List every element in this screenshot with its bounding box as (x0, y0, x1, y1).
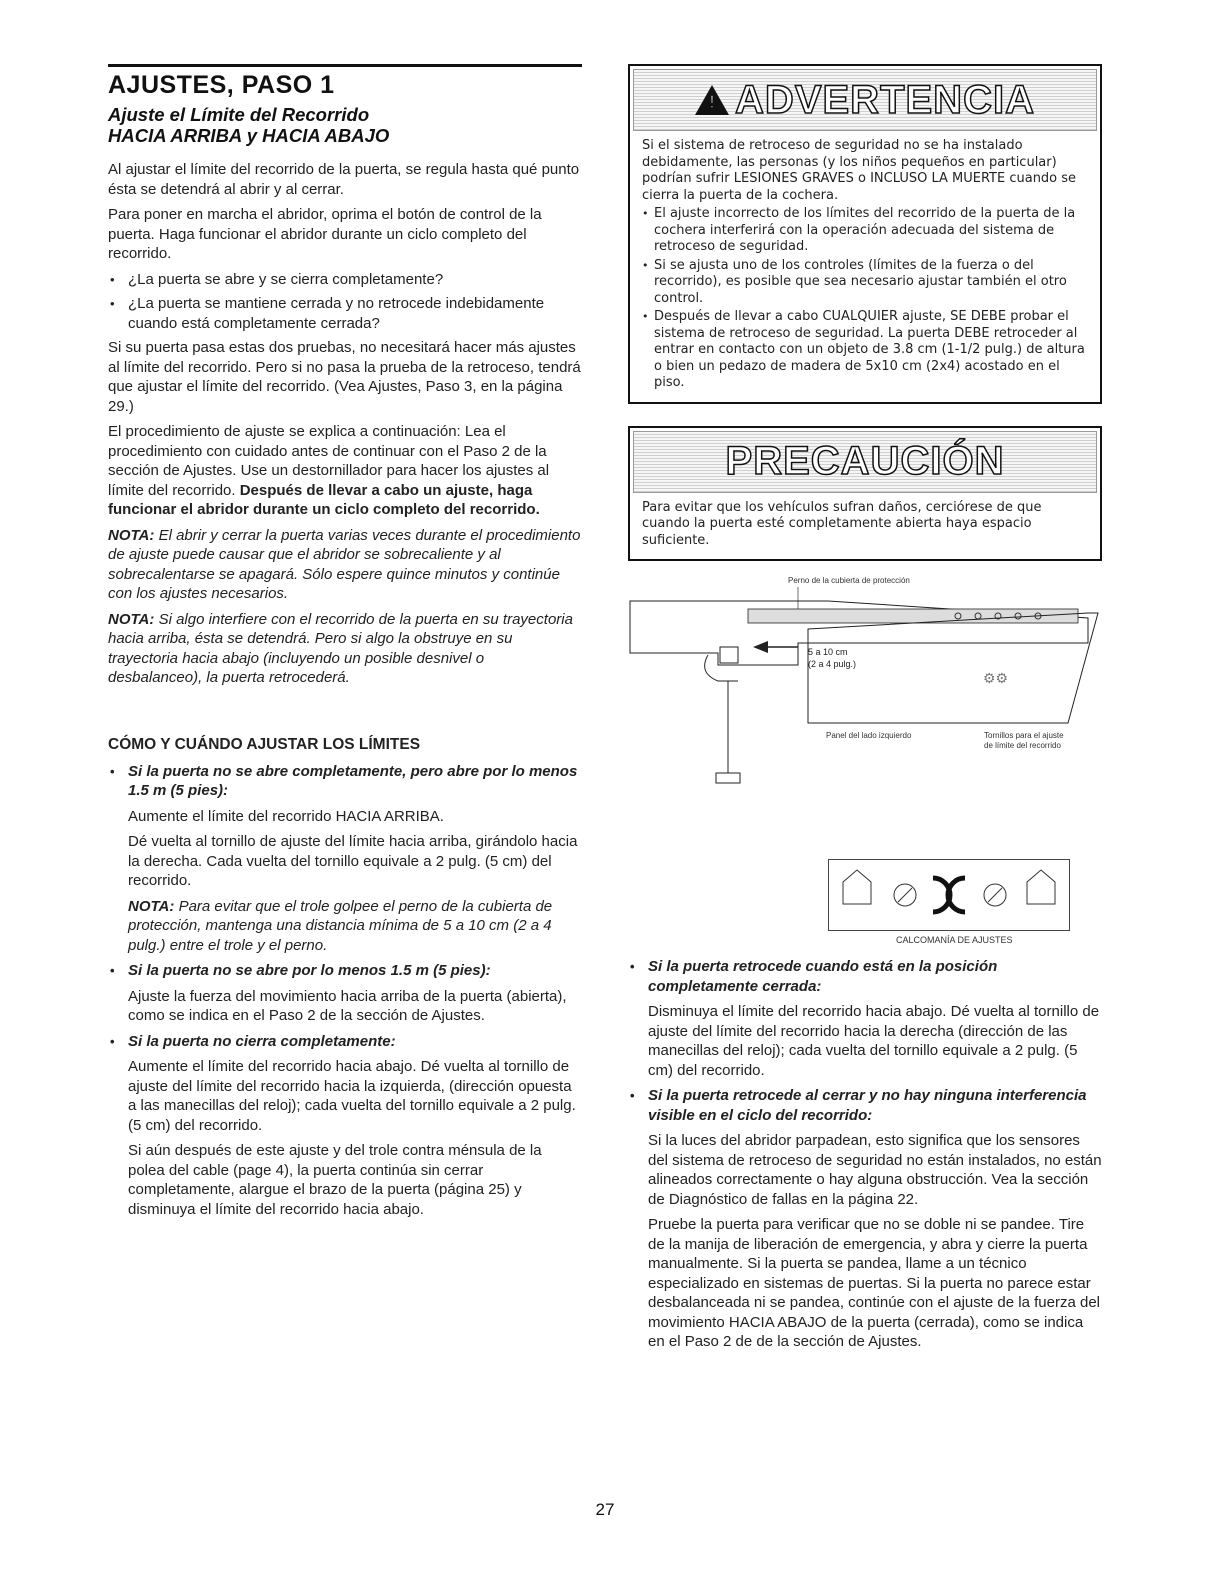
warning-banner-text: ADVERTENCIA (735, 77, 1035, 122)
case-paragraph: Aumente el límite del recorrido HACIA ARRIBA. (128, 807, 444, 825)
adjustment-decal (828, 859, 1070, 931)
case-paragraph: Ajuste la fuerza del movimiento hacia arriba de la puerta (abierta), como se indica en el Paso 2 de la sección de Ajustes. (128, 987, 567, 1024)
case-not-open-fully-title: • Si la puerta no se abre completamente, pero abre por lo menos 1.5 m (5 pies): (108, 762, 582, 801)
opener-diagram (628, 573, 1102, 833)
warning-triangle-icon: ! (695, 85, 729, 115)
house-up-icon (1027, 870, 1055, 904)
note-label: NOTA: (108, 610, 155, 628)
case-reverses-no-interference-title: • Si la puerta retrocede al cerrar y no hay ninguna interferencia visible en el ciclo del recorrido: (628, 1086, 1102, 1125)
left-column (108, 64, 582, 1225)
intro-paragraph: Al ajustar el límite del recorrido de la puerta, se regula hasta qué punto ésta se detendrá al abrir y al cerrar. (108, 161, 580, 198)
caution-banner (633, 431, 1097, 493)
warning-box (628, 64, 1102, 404)
note-interference (108, 610, 582, 688)
warning-intro: Si el sistema de retroceso de seguridad no se ha instalado debidamente, las personas (y los niños pequeños en particular) podrían sufrir LESIONES GRAVES o INCLUSO LA MUERTE cuando se cierra la puerta de la cochera. (642, 138, 1077, 203)
subtitle-line-1: Ajuste el Límite del Recorrido (108, 104, 370, 125)
label-distance: 5 a 10 cm (808, 647, 848, 657)
caution-body (630, 496, 1100, 560)
warning-bullet: • Después de llevar a cabo CUALQUIER ajuste, SE DEBE probar el sistema de retroceso de seguridad. La puerta DEBE retroceder al entrar en contacto con un objeto de 3.8 cm (1-1/2 pulg.) de altura o bien un pedazo de madera de 5x10 cm (2x4) acostado en el piso. (642, 309, 1090, 392)
adjust-screws-icon: ⚙⚙ (983, 670, 1009, 686)
caution-box (628, 426, 1102, 562)
warning-bullet: • Si se ajusta uno de los controles (límites de la fuerza o del recorrido), es posible que sea necesario ajustar también el otro control. (642, 258, 1090, 308)
case-reverses-closed-title: • Si la puerta retrocede cuando está en la posición completamente cerrada: (628, 957, 1102, 996)
title-rule (108, 64, 582, 67)
decal-caption: CALCOMANÍA DE AJUSTES (896, 935, 1013, 945)
warning-banner (633, 69, 1097, 131)
case-reverses-closed-body (628, 1002, 1102, 1080)
page-number: 27 (595, 1500, 615, 1519)
warning-body (630, 134, 1100, 402)
page-title: AJUSTES, PASO 1 (108, 71, 335, 99)
right-column (628, 64, 1102, 1358)
operate-paragraph: Para poner en marcha el abridor, oprima el botón de control de la puerta. Haga funcionar el abridor durante un ciclo completo del recorrido. (108, 206, 542, 262)
subtitle-line-2: HACIA ARRIBA y HACIA ABAJO (108, 125, 390, 146)
case-not-open-5ft-title: • Si la puerta no se abre por lo menos 1.5 m (5 pies): (108, 961, 582, 981)
case-reverses-no-interference-body (628, 1131, 1102, 1352)
case-paragraph: Aumente el límite del recorrido hacia abajo. Dé vuelta al tornillo de ajuste del límite del recorrido hacia la izquierda, (dirección opuesta a las manecillas del reloj); cada vuelta del tornillo equivale a 2 pulg. (5 cm) del recorrido. (128, 1058, 576, 1134)
case-paragraph: Si la luces del abridor parpadean, esto significa que los sensores del sistema de retroceso de seguridad no están instalados, no están alineados correctamente o hay alguna obstrucción. Vea la sección de Diagnóstico de fallas en la página 22. (648, 1132, 1102, 1208)
label-distance-2: (2 a 4 pulg.) (808, 659, 857, 669)
label-perno: Perno de la cubierta de protección (788, 576, 910, 585)
case-paragraph: Pruebe la puerta para verificar que no se doble ni se pandee. Tire de la manija de liberación de emergencia, y abra y cierre la puerta manualmente. Si la puerta se pandea, llame a un técnico especializado en sistemas de puertas. Si la puerta no parece estar desbalanceada ni se pandea, continúe con el ajuste de la fuerza del movimiento HACIA ABAJO de la puerta (cerrada), como se indica en el Paso 2 de de la sección de Ajustes. (648, 1216, 1100, 1350)
case-paragraph: Dé vuelta al tornillo de ajuste del límite hacia arriba, girándolo hacia la derecha. Cada vuelta del tornillo equivale a 2 pulg. (5 cm) del recorrido. (128, 833, 578, 889)
opener-drawing (628, 573, 1102, 833)
case-not-open-fully-body (108, 807, 582, 956)
caution-banner-text: PRECAUCIÓN (725, 439, 1005, 483)
note-label: NOTA: (108, 526, 155, 544)
note-text: Si algo interfiere con el recorrido de la puerta en su trayectoria hacia arriba, ésta se detendrá. Pero si algo la obstruye en su trayectoria hacia abajo (incluyendo un posible desnivel o desbalanceo), la puerta retrocederá. (108, 610, 573, 686)
label-tornillos-2: de límite del recorrido (984, 741, 1061, 750)
procedure-text: El procedimiento de ajuste se explica a continuación: Lea el procedimiento con cuidado antes de continuar con el Paso 2 de la sección de Ajustes. Use un destornillador para hacer los ajustes al límite del recorrido. (108, 423, 550, 499)
warning-bullet: • El ajuste incorrecto de los límites del recorrido de la puerta de la cochera interferirá con la operación adecuada del sistema de retroceso de seguridad. (642, 206, 1090, 256)
note-label: NOTA: (128, 897, 175, 915)
case-not-close-body (108, 1057, 582, 1219)
note-text: El abrir y cerrar la puerta varias veces durante el procedimiento de ajuste puede causar que el abridor se sobrecaliente y al sobrecalentarse se apagará. Sólo espere quince minutos y continúe con los ajustes necesarios. (108, 526, 581, 602)
house-down-icon (843, 870, 871, 904)
caution-text: Para evitar que los vehículos sufran daños, cerciórese de que cuando la puerta esté completamente abierta haya espacio suficiente. (642, 499, 1042, 548)
procedure-bold-text: Después de llevar a cabo un ajuste, haga funcionar el abridor durante un ciclo completo del recorrido. (108, 481, 540, 518)
case-note (128, 897, 582, 956)
case-not-open-5ft-body (108, 987, 582, 1026)
test-bullet-2: • ¿La puerta se mantiene cerrada y no retrocede indebidamente cuando está completamente cerrada? (108, 294, 582, 333)
label-tornillos: Tornillos para el ajuste (984, 731, 1064, 740)
result-paragraph: Si su puerta pasa estas dos pruebas, no necesitará hacer más ajustes al límite del recorrido. Pero si no pasa la prueba de la retroceso, tendrá que ajustar el límite del recorrido. (Vea Ajustes, Paso 3, en la página 29.) (108, 339, 581, 415)
decal-drawing (829, 860, 1069, 930)
limits-heading: CÓMO Y CUÁNDO AJUSTAR LOS LÍMITES (108, 735, 421, 753)
section-subtitle (108, 104, 582, 146)
note-text: Para evitar que el trole golpee el perno de la cubierta de protección, mantenga una distancia mínima de 5 a 10 cm (2 a 4 pulg.) entre el trole y el perno. (128, 897, 553, 954)
procedure-paragraph (108, 422, 582, 520)
test-bullet-1: • ¿La puerta se abre y se cierra completamente? (108, 270, 582, 290)
case-paragraph: Si aún después de este ajuste y del trole contra ménsula de la polea del cable (page 4), la puerta continúa sin cerrar completamente, alargue el brazo de la puerta (página 25) y disminuya el límite del recorrido hacia abajo. (128, 1142, 542, 1218)
note-overheat (108, 526, 582, 604)
case-paragraph: Disminuya el límite del recorrido hacia abajo. Dé vuelta al tornillo de ajuste del límite del recorrido hacia la derecha (dirección de las manecillas del reloj); cada vuelta del tornillo equivale a 2 pulg. (5 cm) del recorrido. (648, 1003, 1100, 1079)
case-not-close-title: • Si la puerta no cierra completamente: (108, 1032, 582, 1052)
label-panel: Panel del lado izquierdo (826, 731, 912, 740)
